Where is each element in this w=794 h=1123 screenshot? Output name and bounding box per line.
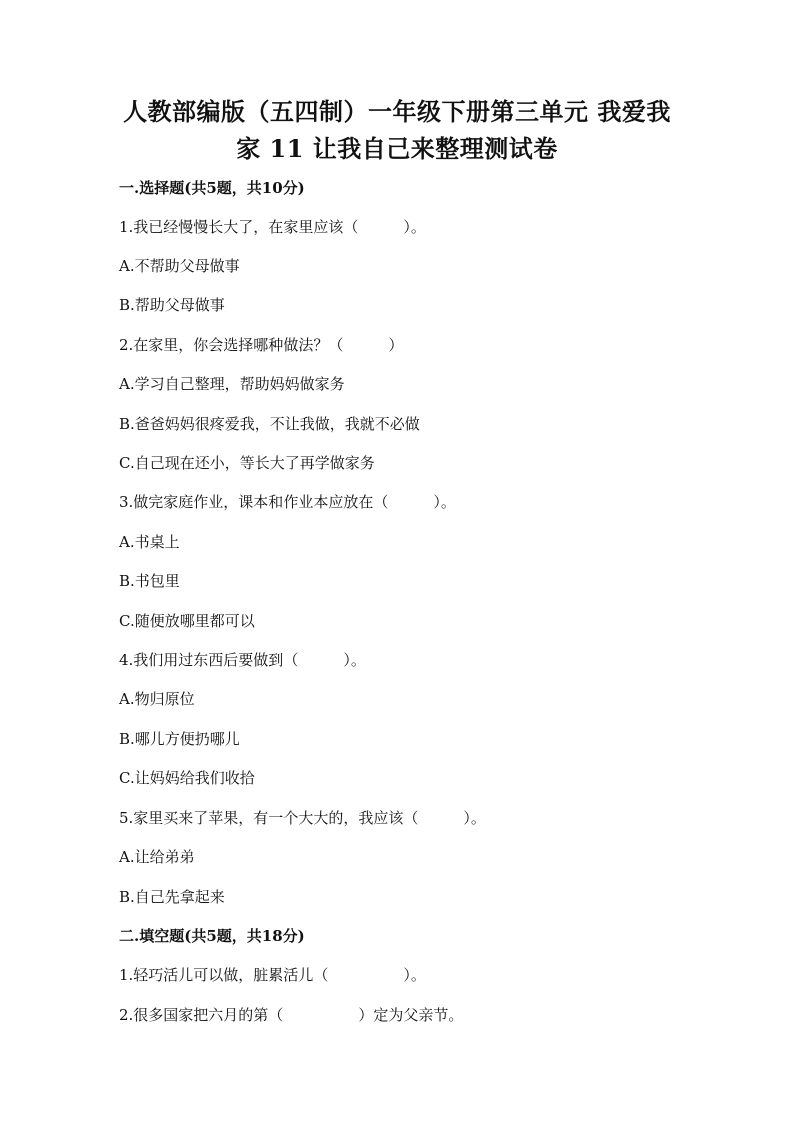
answer-option: B.爸爸妈妈很疼爱我，不让我做，我就不必做	[119, 415, 420, 433]
answer-option: A.物归原位	[119, 690, 195, 708]
page-title	[90, 93, 704, 167]
answer-option: C.自己现在还小，等长大了再学做家务	[119, 454, 375, 472]
answer-option: A.学习自己整理，帮助妈妈做家务	[119, 375, 345, 393]
answer-option: C.随便放哪里都可以	[119, 612, 255, 630]
answer-option: A.书桌上	[119, 533, 180, 551]
question-stem: 4.我们用过东西后要做到（ ）。	[119, 651, 366, 669]
answer-option: C.让妈妈给我们收拾	[119, 769, 255, 787]
question-stem: 1.我已经慢慢长大了，在家里应该（ ）。	[119, 218, 426, 236]
section-heading-choice: 一.选择题(共5题，共10分)	[119, 179, 305, 197]
question-stem: 3.做完家庭作业，课本和作业本应放在（ ）。	[119, 493, 456, 511]
answer-option: A.不帮助父母做事	[119, 257, 240, 275]
answer-option: B.哪儿方便扔哪儿	[119, 730, 240, 748]
question-stem: 2.很多国家把六月的第（ ）定为父亲节。	[119, 1006, 464, 1024]
answer-option: B.帮助父母做事	[119, 296, 225, 314]
answer-option: A.让给弟弟	[119, 848, 195, 866]
title-line-1: 人教部编版（五四制）一年级下册第三单元 我爱我	[123, 97, 671, 126]
answer-option: B.自己先拿起来	[119, 888, 225, 906]
question-stem: 1.轻巧活儿可以做，脏累活儿（ ）。	[119, 966, 426, 984]
question-stem: 2.在家里，你会选择哪种做法？（ ）	[119, 336, 404, 354]
section-heading-fill-blank: 二.填空题(共5题，共18分)	[119, 927, 305, 945]
title-line-2: 家 11 让我自己来整理测试卷	[236, 134, 558, 163]
question-stem: 5.家里买来了苹果，有一个大大的，我应该（ ）。	[119, 809, 486, 827]
answer-option: B.书包里	[119, 572, 180, 590]
